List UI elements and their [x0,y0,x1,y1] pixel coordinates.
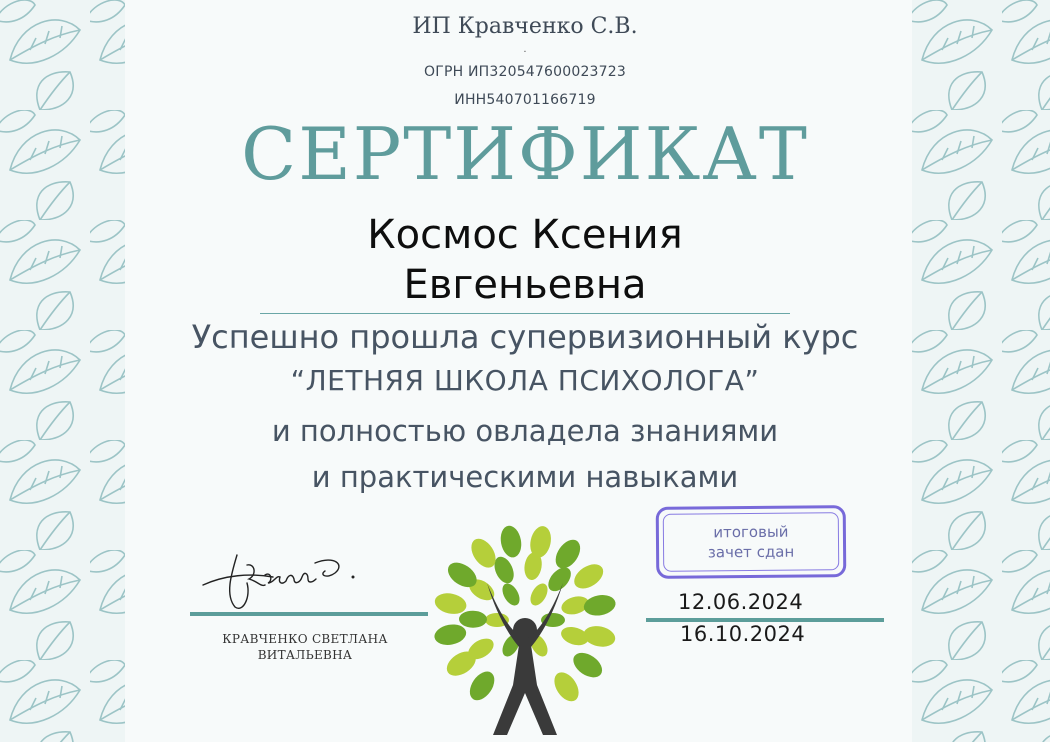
issuer-name: ИП Кравченко С.В. [412,14,638,39]
body-text-line3: и полностью овладела знаниями [271,414,779,448]
tree-person-logo [425,525,625,740]
signatory-name-line1: КРАВЧЕНКО СВЕТЛАНА [222,632,388,646]
tree-leaf [551,535,586,573]
recipient-name-line1: Космос Ксения [367,212,683,258]
issuer-dot: . [523,44,527,55]
recipient-underline [260,313,790,314]
certificate-title: СЕРТИФИКАТ [241,112,809,196]
stamp-text-line2: зачет сдан [707,542,795,562]
issuer-inn: ИНН540701166719 [454,92,596,108]
course-name: “ЛЕТНЯЯ ШКОЛА ПСИХОЛОГА” [290,364,760,397]
body-text-line1: Успешно прошла супервизионный курс [191,318,859,356]
tree-leaf [582,623,617,649]
tree-leaf [433,622,468,648]
issuer-ogrn: ОГРН ИП320547600023723 [424,64,626,80]
stamp-text-line1: итоговый [713,522,789,542]
body-text-line4: и практическими навыками [311,460,739,494]
tree-leaf [499,581,523,609]
recipient-name-line2: Евгеньевна [403,262,647,308]
tree-leaf [582,593,617,619]
end-date: 16.10.2024 [680,622,806,646]
tree-leaf [465,667,500,705]
tree-leaf [569,648,607,683]
tree-leaf [570,559,608,593]
tree-leaf [433,591,468,617]
tree-leaf [544,563,575,595]
handwritten-signature [195,535,365,615]
start-date: 12.06.2024 [678,590,804,614]
tree-leaf [527,581,551,609]
stamp-passed [656,505,847,579]
signature-line [190,612,428,616]
tree-leaf [549,668,583,706]
tree-leaf [498,525,524,559]
signatory-name-line2: ВИТАЛЬЕВНА [257,648,353,662]
tree-leaf [459,611,487,628]
